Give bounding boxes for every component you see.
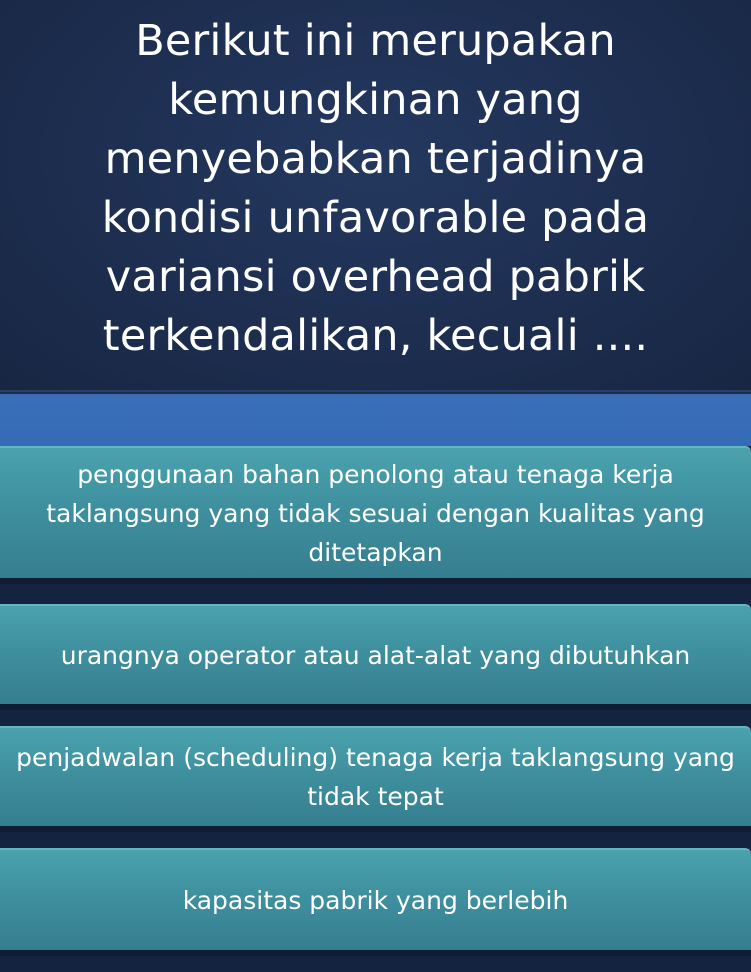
option-gap — [0, 956, 751, 972]
answer-option-3[interactable] — [0, 726, 751, 826]
answer-option-label: penggunaan bahan penolong atau tenaga kerja taklangsung yang tidak sesuai dengan kualitas yang ditetapkan — [46, 459, 705, 567]
answer-option-4[interactable] — [0, 848, 751, 950]
answer-option-label: penjadwalan (scheduling) tenaga kerja taklangsung yang tidak tepat — [16, 743, 735, 811]
question-card — [0, 0, 751, 392]
answer-option-1[interactable] — [0, 446, 751, 578]
question-text: Berikut ini merupakan kemungkinan yang menyebabkan terjadinya kondisi unfavorable pada variansi overhead pabrik terkendalikan, kecuali .... — [101, 16, 650, 361]
option-gap — [0, 832, 751, 848]
question-divider-strip — [0, 394, 751, 446]
option-gap — [0, 584, 751, 604]
option-gap — [0, 710, 751, 726]
answer-option-label: urangnya operator atau alat-alat yang dibutuhkan — [60, 640, 691, 670]
answer-option-label: kapasitas pabrik yang berlebih — [182, 885, 569, 915]
answer-option-2[interactable] — [0, 604, 751, 704]
